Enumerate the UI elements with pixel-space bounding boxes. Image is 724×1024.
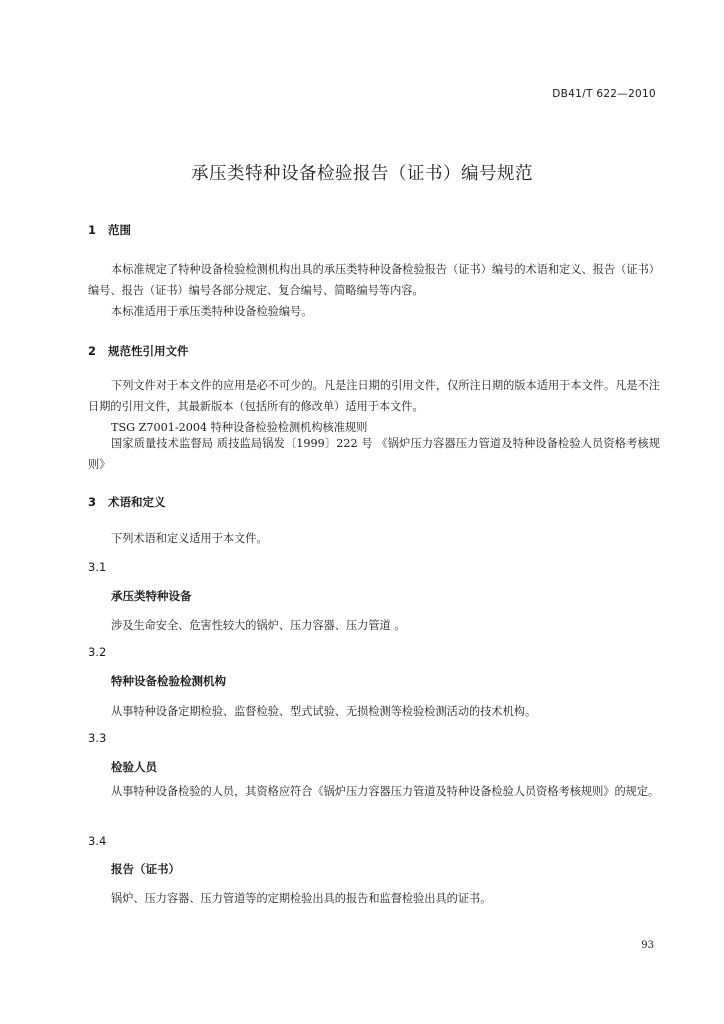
term-title: 承压类特种设备	[111, 589, 192, 603]
term-title: 报告（证书）	[111, 862, 180, 876]
section-1-heading	[88, 222, 131, 238]
term-definition: 锅炉、压力容器、压力管道等的定期检验出具的报告和监督检验出具的证书。	[111, 892, 492, 905]
standard-code: DB41/T 622—2010	[552, 88, 656, 100]
section-2-paragraph-1: 下列文件对于本文件的应用是必不可少的。凡是注日期的引用文件，仅所注日期的版本适用于本文件。凡是不注日期的引用文件，其最新版本（包括所有的修改单）适用于本文件。	[88, 379, 660, 413]
section-number: 2	[88, 344, 97, 358]
section-title: 规范性引用文件	[108, 344, 189, 358]
section-title: 术语和定义	[108, 495, 166, 509]
section-number: 1	[88, 223, 97, 237]
normative-reference-2: 国家质量技术监督局 质技监局锅发〔1999〕222 号 《锅炉压力容器压力管道及特种设备检验人员资格考核规则》	[88, 437, 660, 471]
term-title: 检验人员	[111, 760, 157, 774]
term-number: 3.3	[88, 731, 107, 745]
term-number: 3.1	[88, 560, 107, 574]
term-definition: 从事特种设备定期检验、监督检验、型式试验、无损检测等检验检测活动的技术机构。	[111, 705, 537, 718]
term-definition: 涉及生命安全、危害性较大的锅炉、压力容器、压力管道 。	[111, 619, 406, 632]
term-number: 3.4	[88, 834, 107, 848]
page-number: 93	[641, 940, 654, 951]
normative-reference-1: TSG Z7001-2004 特种设备检验检测机构核准规则	[111, 421, 368, 434]
section-1-paragraph-1: 本标准规定了特种设备检验检测机构出具的承压类特种设备检验报告（证书）编号的术语和定义、报告（证书）编号、报告（证书）编号各部分规定、复合编号、简略编号等内容。	[88, 263, 660, 297]
term-title: 特种设备检验检测机构	[111, 674, 226, 688]
section-3-intro: 下列术语和定义适用于本文件。	[111, 532, 268, 545]
document-title: 承压类特种设备检验报告（证书）编号规范	[191, 164, 533, 184]
term-number: 3.2	[88, 645, 107, 659]
section-number: 3	[88, 495, 97, 509]
term-definition: 从事特种设备检验的人员，其资格应符合《锅炉压力容器压力管道及特种设备检验人员资格考核规则》的规定。	[111, 785, 660, 798]
section-3-heading	[88, 494, 166, 510]
section-1-paragraph-2: 本标准适用于承压类特种设备检验编号。	[111, 305, 313, 318]
section-2-heading	[88, 343, 189, 359]
section-title: 范围	[108, 223, 131, 237]
